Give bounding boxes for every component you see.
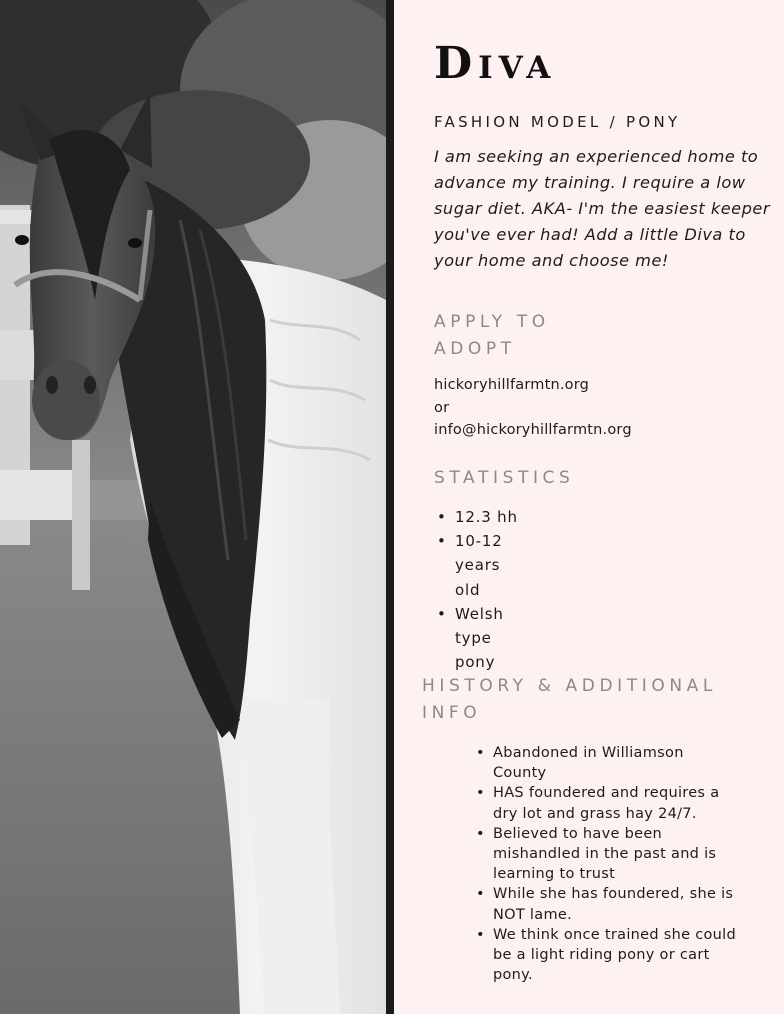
- email-link[interactable]: info@hickoryhillfarmtn.org: [434, 422, 632, 438]
- pony-subtitle: FASHION MODEL / PONY: [434, 113, 681, 131]
- statistics-list: [434, 505, 524, 674]
- info-panel: [394, 0, 784, 1014]
- contact-info: [434, 374, 654, 442]
- or-text: or: [434, 399, 450, 416]
- list-item: • Believed to have been mishandled in the past and is learning to trust: [474, 824, 739, 885]
- website-link[interactable]: hickoryhillfarmtn.org: [434, 377, 590, 393]
- intro-text: I am seeking an experienced home to advance my training. I require a low sugar diet. AKA- I'm the easiest keeper you've ever had! Add a little Diva to your home and choose me!: [434, 147, 771, 270]
- list-item: • HAS foundered and requires a dry lot and grass hay 24/7.: [474, 783, 739, 823]
- list-item: • Welsh type pony: [434, 602, 524, 675]
- list-item: • 12.3 hh: [434, 505, 524, 529]
- list-item: • While she has foundered, she is NOT lame.: [474, 884, 739, 924]
- apply-heading: APPLY TO ADOPT: [434, 312, 550, 359]
- list-item: • Abandoned in Williamson County: [474, 743, 739, 783]
- pony-name: Diva: [434, 38, 557, 89]
- history-heading: HISTORY & ADDITIONAL INFO: [422, 676, 717, 723]
- list-item: • 10-12 years old: [434, 529, 524, 602]
- horse-photo-illustration: [0, 0, 386, 1014]
- horse-photo: [0, 0, 386, 1014]
- list-item: • We think once trained she could be a light riding pony or cart pony.: [474, 925, 739, 986]
- history-list: [474, 743, 739, 985]
- statistics-heading: STATISTICS: [434, 468, 575, 488]
- divider-bar: [386, 0, 394, 1014]
